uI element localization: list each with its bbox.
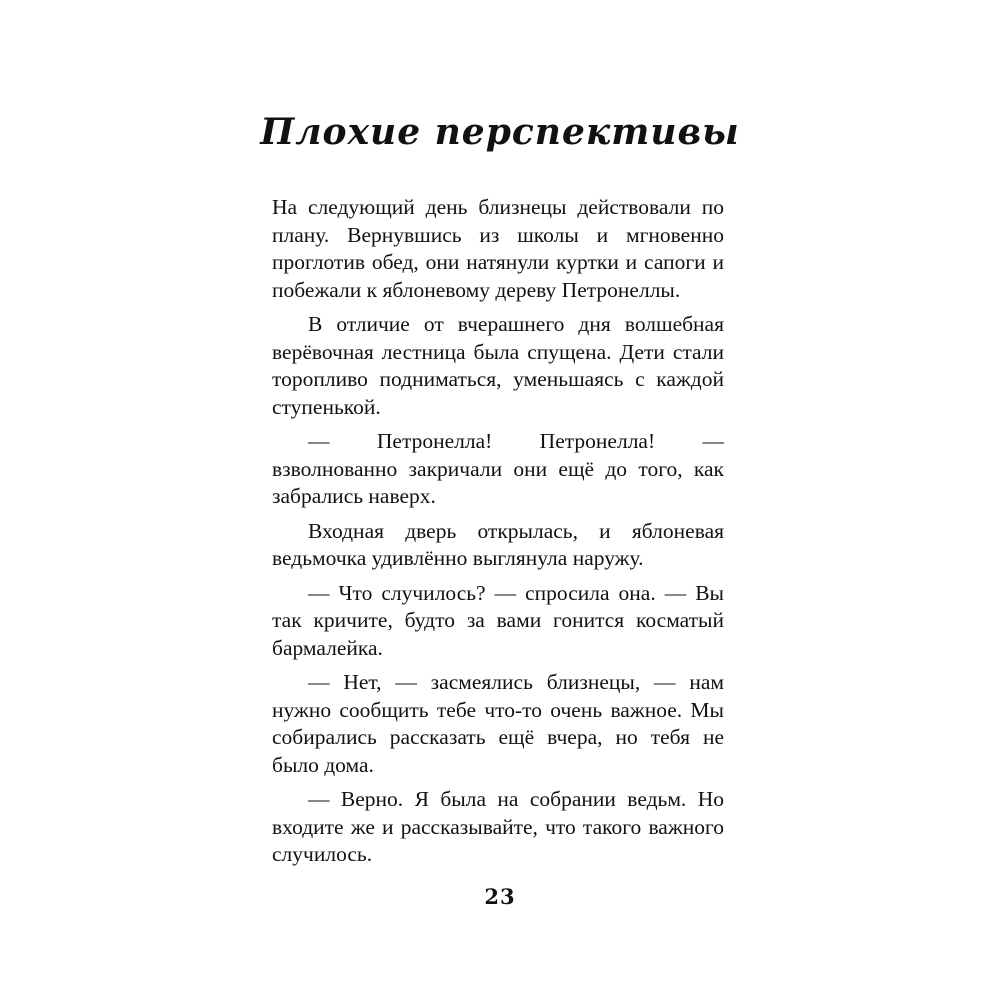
paragraph: — Что случилось? — спросила она. — Вы так кричите, будто за вами гонится косматый бармалейка. <box>272 580 724 660</box>
paragraph: На следующий день близнецы действовали по плану. Вернувшись из школы и мгновенно проглотив обед, они натянули куртки и сапоги и побежали к яблоневому дереву Петронеллы. <box>272 195 724 302</box>
paragraph: — Нет, — засмеялись близнецы, — нам нужно сообщить тебе что-то очень важное. Мы собирались рассказать ещё вчера, но тебя не было дома. <box>272 670 724 777</box>
chapter-title: Плохие перспективы <box>260 111 740 153</box>
paragraph: — Петронелла! Петронелла! — взволнованно закричали они ещё до того, как забрались наверх. <box>272 429 724 508</box>
page-number: 23 <box>484 884 516 909</box>
paragraph: В отличие от вчерашнего дня волшебная верёвочная лестница была спущена. Дети стали торопливо подниматься, уменьшаясь с каждой ступенькой. <box>272 312 724 419</box>
paragraph: — Верно. Я была на собрании ведьм. Но входите же и рассказывайте, что такого важного случилось. <box>272 787 724 866</box>
body-text <box>272 194 724 876</box>
paragraph: Входная дверь открылась, и яблоневая ведьмочка удивлённо выглянула наружу. <box>272 518 724 570</box>
